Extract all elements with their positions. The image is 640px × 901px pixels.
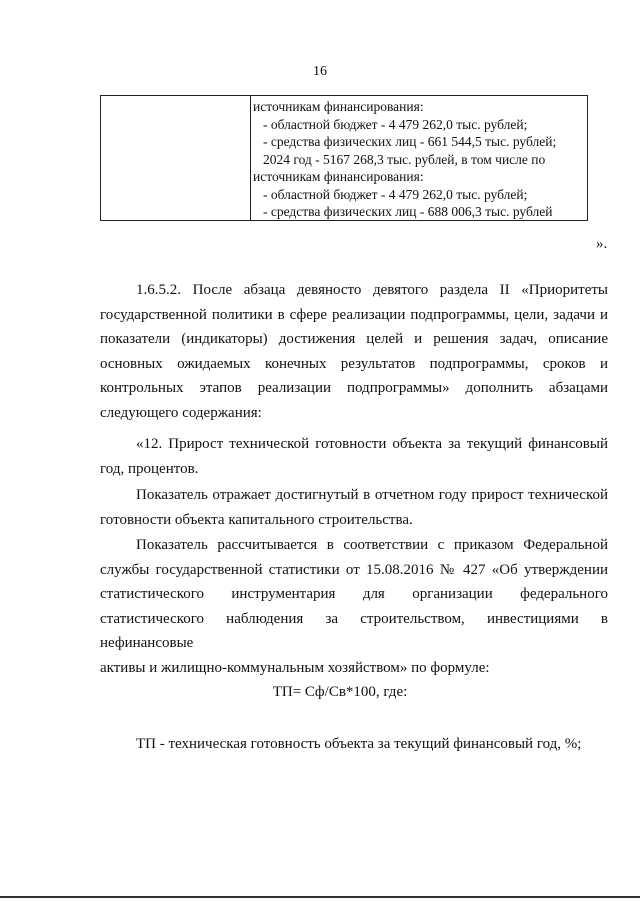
table-line: источникам финансирования:: [253, 99, 424, 114]
page-number: 16: [313, 64, 327, 79]
text-line: статистического инструментария для организации федерального: [100, 586, 608, 602]
table-line: источникам финансирования:: [253, 169, 424, 184]
text-line: Показатель отражает достигнутый в отчетном году прирост технической: [136, 487, 608, 503]
text-line: активы и жилищно-коммунальным хозяйством» по формуле:: [100, 659, 490, 676]
text-line: показатели (индикаторы) достижения целей и решения задач, описание: [100, 331, 608, 347]
paragraph-amendment: [100, 278, 608, 425]
closing-quote: ».: [596, 236, 608, 252]
table-line: - средства физических лиц - 688 006,3 тыс. рублей: [263, 204, 553, 219]
text-line: статистического наблюдения за строительством, инвестициями в нефинансовые: [100, 610, 608, 651]
continued-table: [100, 95, 588, 221]
text-line: Показатель рассчитывается в соответствии с приказом Федеральной: [136, 537, 608, 553]
text-line: основных ожидаемых конечных результатов подпрограммы, сроков и: [100, 355, 608, 372]
formula-definition: ТП - техническая готовность объекта за текущий финансовый год, %;: [136, 736, 582, 752]
text-line: готовности объекта капитального строительства.: [100, 511, 413, 528]
table-cell-funding: [253, 98, 585, 221]
text-line: государственной политики в сфере реализации подпрограммы, цели, задачи и: [100, 306, 608, 323]
table-line: 2024 год - 5167 268,3 тыс. рублей, в том числе по: [263, 151, 546, 167]
text-line: контрольных этапов реализации подпрограммы» дополнить абзацами: [100, 380, 608, 396]
page-bottom-edge: [0, 896, 640, 898]
paragraph-calculation: [100, 533, 608, 680]
text-line: следующего содержания:: [100, 404, 262, 421]
text-line: службы государственной статистики от 15.08.2016 № 427 «Об утверждении: [100, 561, 608, 578]
paragraph-indicator-description: [100, 483, 608, 532]
table-line: - областной бюджет - 4 479 262,0 тыс. рублей;: [263, 186, 528, 202]
paragraph-indicator-12: [100, 432, 608, 481]
table-line: - областной бюджет - 4 479 262,0 тыс. рублей;: [263, 116, 528, 132]
table-line: - средства физических лиц - 661 544,5 тыс. рублей;: [263, 134, 557, 149]
formula: ТП= Сф/Св*100, где:: [272, 684, 408, 700]
text-line: 1.6.5.2. После абзаца девяносто девятого раздела II «Приоритеты: [136, 282, 608, 298]
text-line: год, процентов.: [100, 460, 199, 477]
table-column-divider: [250, 96, 251, 220]
text-line: «12. Прирост технической готовности объекта за текущий финансовый: [136, 436, 608, 452]
